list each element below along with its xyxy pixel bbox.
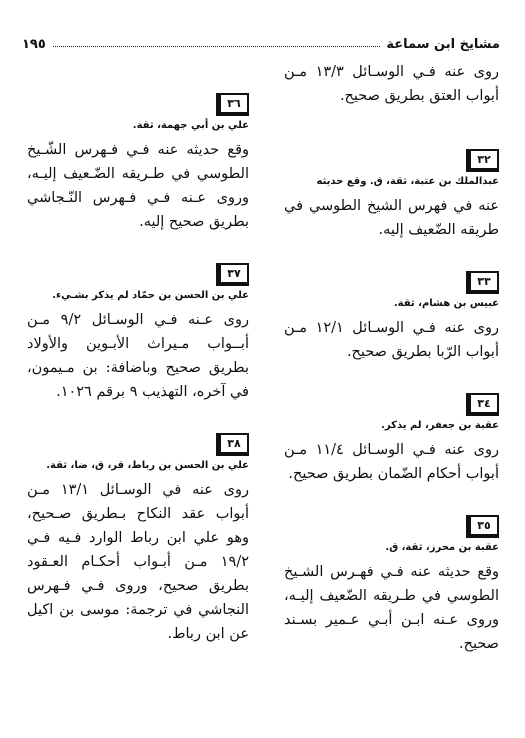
entry-32 xyxy=(284,148,499,242)
continuation-text: روى عنه فـي الوسـائل ١٣/٣ مـن أبواب العتق بطريق صحيح. xyxy=(284,64,499,104)
entry-name: علي بن الحسن بن حمّاد لم يذكر بشـيء. xyxy=(52,290,249,301)
entry-text: عنه في فهرس الشيخ الطوسي في طريقه الضّعيف إليه. xyxy=(284,198,499,238)
entry-37 xyxy=(27,262,249,404)
entry-text: وقع حديثه عنه فـي فـهرس الشّـيخ الطوسي في طـريقه الضّـعيف إليـه، وروى عـنه فـي فـهرس النّـجاشي بطريق صحيح إليه. xyxy=(27,142,249,230)
entry-38 xyxy=(27,432,249,646)
entry-name: عبدالملك بن عتبة، ثقة، ق. وقع حديثه xyxy=(316,176,499,187)
entry-text: روى عنه فـي الوسـائل ١١/٤ مـن أبواب أحكام الضّمان بطريق صحيح. xyxy=(284,442,499,482)
page-number: ١٩٥ xyxy=(22,37,52,52)
right-column xyxy=(284,60,499,656)
entry-text: روى عنه فـي الوسـائل ١٢/١ مـن أبواب الرّبا بطريق صحيح. xyxy=(284,320,499,360)
entry-name: علي بن الحسن بن رباط، قر، ق، ضا، ثقة. xyxy=(46,460,249,471)
entry-number-badge: ٣٨ xyxy=(216,433,249,456)
entry-36 xyxy=(27,92,249,234)
entry-number-badge: ٣٤ xyxy=(466,393,499,416)
entry-34 xyxy=(284,392,499,486)
entry-number-badge: ٣٣ xyxy=(466,271,499,294)
running-title: مشايخ ابن سماعة xyxy=(380,37,500,52)
page-header xyxy=(22,22,500,52)
entry-number-badge: ٣٧ xyxy=(216,263,249,286)
entry-name: عبيس بن هشام، ثقة. xyxy=(393,298,499,309)
entry-name: عقبة بن جعفر، لم يذكر. xyxy=(381,420,499,431)
entry-33 xyxy=(284,270,499,364)
entry-text: روى عنه في الوسـائل ١٣/١ مـن أبواب عقد النكاح بـطريق صـحيح، وهو علي ابن رباط الوارد فـيه فـي ١٩/٢ مـن أبـواب أحكـام العـقود بطريق صحيح، وروى فـي فـهرس النجاشي في ترجمة: موسى بن اكيل عن ابن رباط. xyxy=(27,482,249,642)
left-column xyxy=(27,92,249,646)
entry-name: علي بن أبي جهمة، ثقة. xyxy=(132,120,249,131)
entry-text: وقع حديثه عنه فـي فهـرس الشـيخ الطوسي في طـريقه الضّعيف إليـه، وروى عـنه ابـن أبـي عـمير بسـند صحيح. xyxy=(284,564,499,652)
entry-name: عقبة بن محرز، ثقة، ق. xyxy=(385,542,499,553)
entry-number-badge: ٣٢ xyxy=(466,149,499,172)
entry-35 xyxy=(284,514,499,656)
entry-number-badge: ٣٦ xyxy=(216,93,249,116)
entry-text: روى عـنه فـي الوسـائل ٩/٢ مـن أبــواب مـيراث الأبـوين والأولاد بطريق صحيح وباضافة: بن مـيمون، في آخره، التهذيب ٩ برقم ١٠٢٦. xyxy=(27,312,250,400)
entry-number-badge: ٣٥ xyxy=(466,515,499,538)
